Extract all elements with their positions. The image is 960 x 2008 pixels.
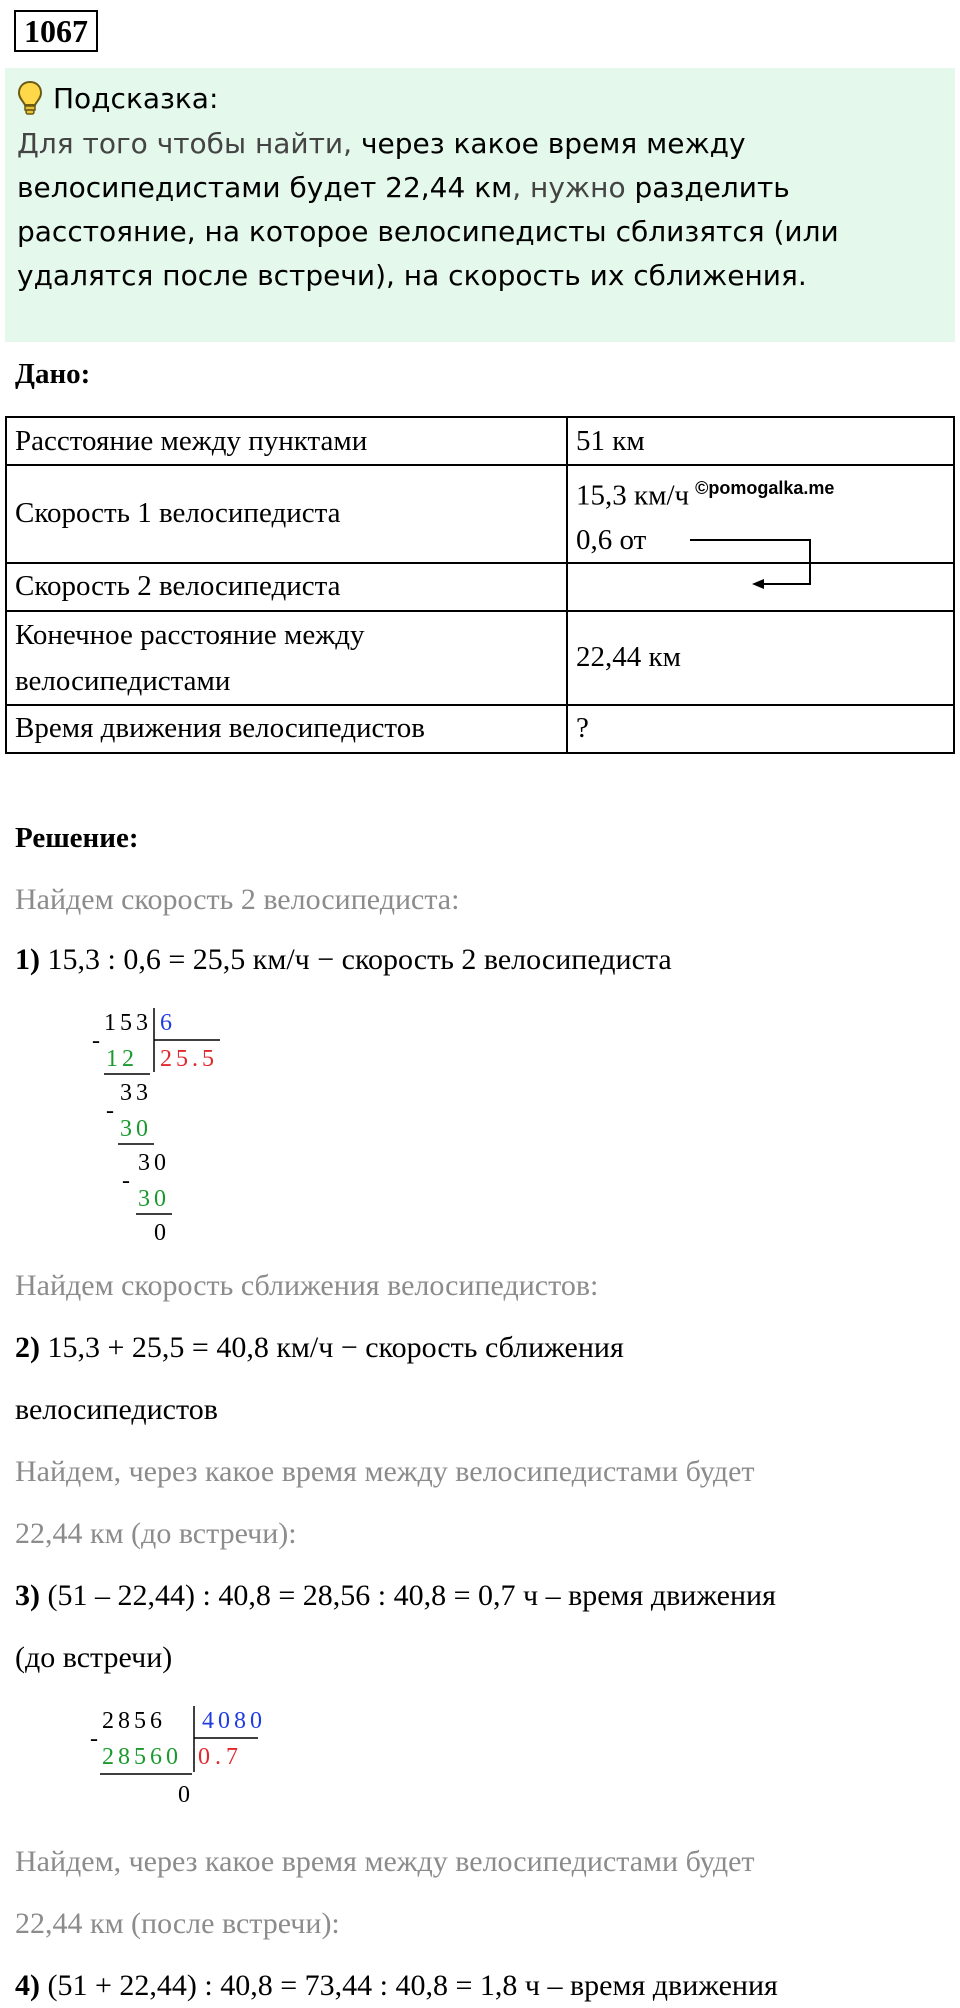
- quotient: 25.5: [160, 1046, 218, 1072]
- step-2-cont: велосипедистов: [15, 1393, 218, 1426]
- hint-header: [17, 78, 945, 118]
- dividend: 153: [104, 1010, 152, 1036]
- divisor: 4080: [202, 1708, 266, 1734]
- arrow-icon: [680, 528, 820, 588]
- hint-bold: удалятся после встречи), на скорость их сближения.: [17, 259, 807, 292]
- intro-text: Найдем, через какое время между велосипедистами будет: [15, 1845, 755, 1878]
- table-row: [6, 417, 954, 465]
- remainder: 33: [120, 1080, 152, 1106]
- hint-box: [5, 68, 955, 342]
- step-text: (51 – 22,44) : 40,8 = 28,56 : 40,8 = 0,7 ч – время движения: [40, 1579, 776, 1612]
- table-cell: 51 км: [567, 417, 954, 465]
- remainder: 30: [138, 1150, 170, 1176]
- minus-sign: -: [92, 1028, 100, 1054]
- step-2: [15, 1326, 624, 1370]
- hint-plain: Для того чтобы найти,: [17, 127, 361, 160]
- hint-bold: велосипедистами будет 22,44 км: [17, 171, 513, 204]
- subtrahend: 12: [106, 1046, 138, 1072]
- table-cell: Скорость 2 велосипедиста: [6, 563, 567, 611]
- subtrahend: 28560: [102, 1744, 182, 1770]
- step-4: [15, 1964, 778, 2008]
- table-cell: ?: [567, 705, 954, 753]
- intro-text: Найдем скорость сближения велосипедистов:: [15, 1269, 599, 1302]
- dividend: 2856: [102, 1708, 166, 1734]
- remainder: 0: [178, 1782, 190, 1808]
- solution-label: Решение:: [15, 822, 139, 854]
- step-number: 2): [15, 1331, 40, 1364]
- table-cell: [6, 611, 567, 705]
- intro-text: Найдем скорость 2 велосипедиста:: [15, 883, 460, 916]
- lightbulb-icon: [17, 80, 43, 116]
- intro-text: Найдем, через какое время между велосипедистами будет: [15, 1455, 755, 1488]
- table-cell: 22,44 км: [567, 611, 954, 705]
- speed1-value: 15,3 км/ч: [576, 479, 690, 512]
- hint-text: [17, 122, 945, 298]
- step-3-cont: (до встречи): [15, 1641, 173, 1674]
- step-number: 4): [15, 1969, 40, 2002]
- watermark: ©pomogalka.me: [695, 478, 835, 498]
- step-3: [15, 1574, 776, 1618]
- step-1: [15, 938, 672, 982]
- hint-bold: через какое время между: [360, 127, 746, 160]
- hint-title: Подсказка:: [53, 81, 219, 115]
- minus-sign: -: [122, 1168, 130, 1194]
- step-text: 15,3 : 0,6 = 25,5 км/ч − скорость 2 велосипедиста: [40, 943, 672, 976]
- table-row: [6, 611, 954, 705]
- table-cell: Расстояние между пунктами: [6, 417, 567, 465]
- minus-sign: -: [106, 1098, 114, 1124]
- hint-plain: , нужно: [512, 171, 635, 204]
- remainder: 0: [154, 1220, 166, 1246]
- task-number: 1067: [14, 10, 98, 52]
- intro-text: 22,44 км (до встречи):: [15, 1517, 297, 1550]
- step-text: 15,3 + 25,5 = 40,8 км/ч − скорость сближения: [40, 1331, 624, 1364]
- intro-text: 22,44 км (после встречи):: [15, 1907, 340, 1940]
- ratio-value: 0,6 от: [576, 523, 647, 556]
- divisor: 6: [160, 1010, 172, 1036]
- subtrahend: 30: [120, 1116, 152, 1142]
- minus-sign: -: [90, 1726, 98, 1752]
- long-division-1: [90, 1004, 240, 1250]
- hint-bold: разделить: [634, 171, 790, 204]
- step-number: 1): [15, 943, 40, 976]
- step-text: (51 + 22,44) : 40,8 = 73,44 : 40,8 = 1,8 ч – время движения: [40, 1969, 778, 2002]
- cell-line: Конечное расстояние между: [15, 618, 365, 651]
- table-cell: Время движения велосипедистов: [6, 705, 567, 753]
- long-division-2: [88, 1702, 288, 1822]
- step-number: 3): [15, 1579, 40, 1612]
- subtrahend: 30: [138, 1186, 170, 1212]
- hint-bold: расстояние, на которое велосипедисты сблизятся (или: [17, 215, 839, 248]
- table-row: [6, 705, 954, 753]
- quotient: 0.7: [198, 1744, 243, 1770]
- given-label: Дано:: [15, 358, 91, 390]
- cell-line: велосипедистами: [15, 664, 231, 697]
- table-cell: Скорость 1 велосипедиста: [6, 465, 567, 563]
